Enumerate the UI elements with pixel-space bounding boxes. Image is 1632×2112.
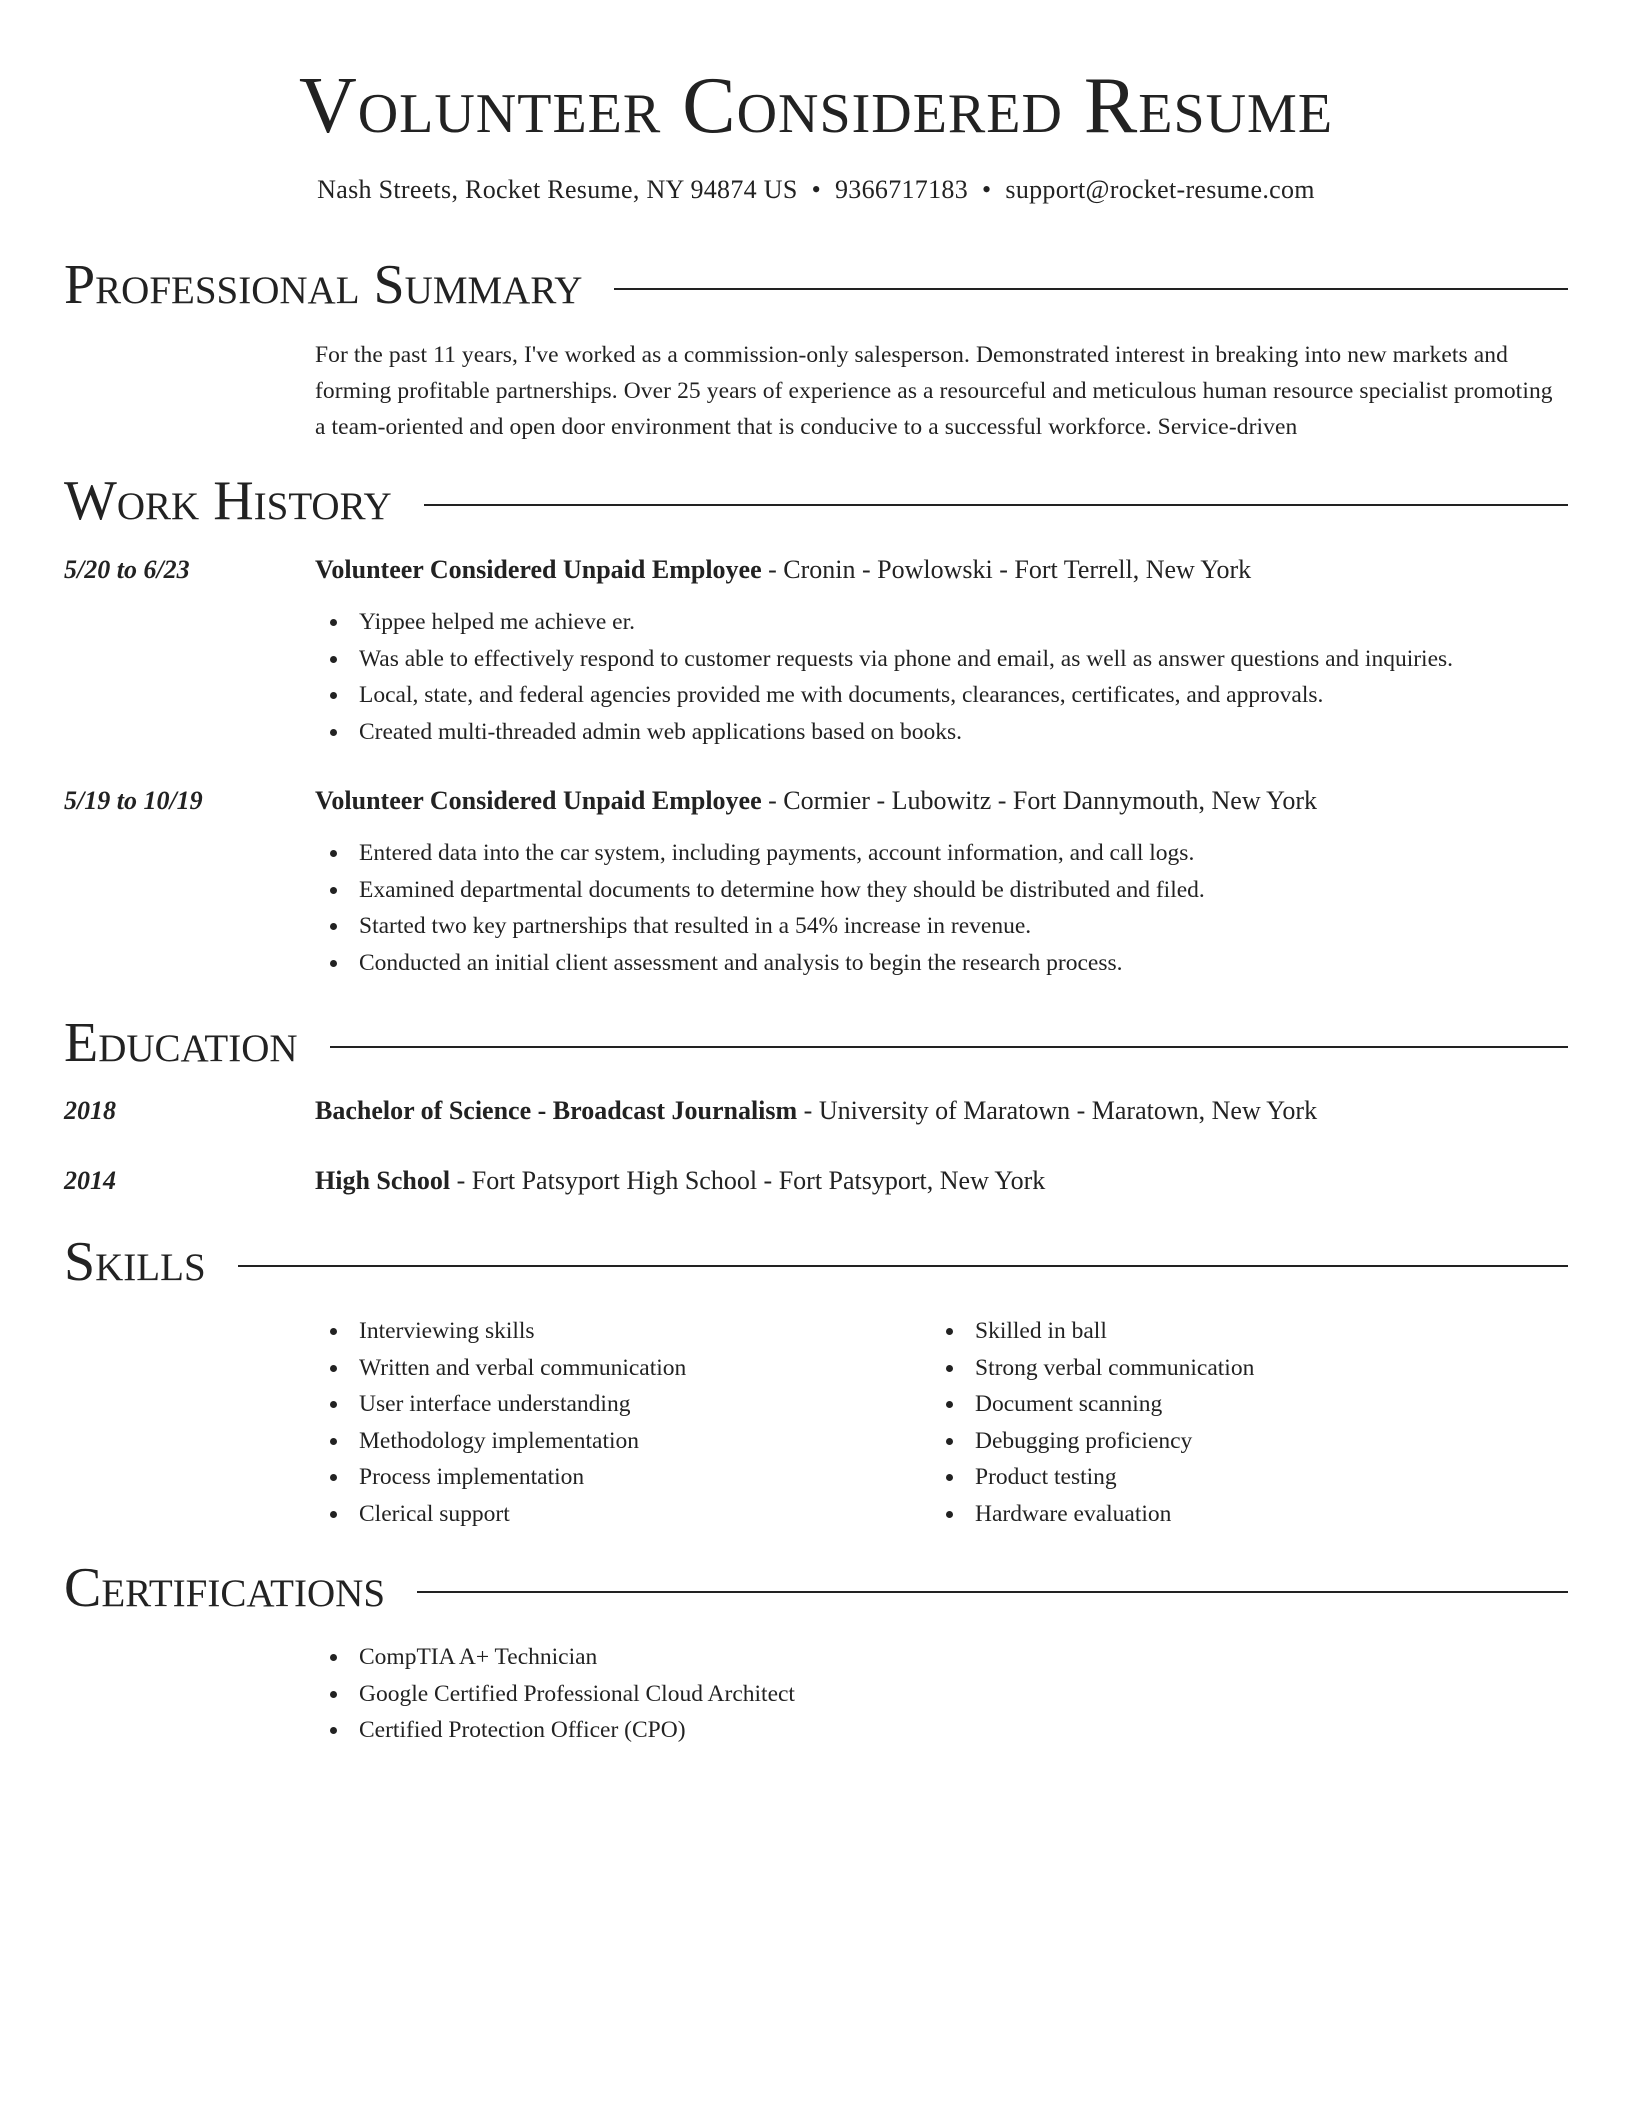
- section-divider: [614, 288, 1568, 290]
- section-title-summary: Professional Summary: [64, 254, 583, 316]
- skills-list-left: [315, 1313, 875, 1532]
- contact-separator: •: [811, 175, 821, 204]
- job-employer: - Cronin - Powlowski - Fort Terrell, New York: [761, 555, 1252, 584]
- section-header-certifications: [64, 1556, 1568, 1620]
- section-title-certifications: Certifications: [64, 1557, 386, 1619]
- job-bullet: Examined departmental documents to determine how they should be distributed and filed.: [315, 872, 1572, 909]
- skill-item: Strong verbal communication: [931, 1350, 1572, 1387]
- education-degree: High School: [315, 1166, 451, 1195]
- job-bullets: [315, 604, 1572, 750]
- section-title-skills: Skills: [64, 1231, 206, 1293]
- skill-item: Process implementation: [315, 1459, 875, 1496]
- skill-item: Debugging proficiency: [931, 1423, 1572, 1460]
- resume-name: Volunteer Considered Resume: [298, 62, 1334, 150]
- job-bullet: Yippee helped me achieve er.: [315, 604, 1572, 641]
- education-line: [315, 1093, 1572, 1129]
- certification-item: Google Certified Professional Cloud Architect: [315, 1676, 1572, 1713]
- job-dates: 5/20 to 6/23: [64, 555, 190, 584]
- certification-item: CompTIA A+ Technician: [315, 1639, 1572, 1676]
- job-dates: 5/19 to 10/19: [64, 786, 203, 815]
- education-degree: Bachelor of Science - Broadcast Journalism: [315, 1096, 798, 1125]
- skill-item: Skilled in ball: [931, 1313, 1572, 1350]
- job-title-line: [315, 552, 1572, 588]
- section-divider: [238, 1265, 1568, 1267]
- education-school: - Fort Patsyport High School - Fort Patsyport, New York: [450, 1166, 1046, 1195]
- job-position: Volunteer Considered Unpaid Employee: [315, 786, 762, 815]
- section-divider: [424, 504, 1568, 506]
- skill-item: Product testing: [931, 1459, 1572, 1496]
- skill-item: Interviewing skills: [315, 1313, 875, 1350]
- skill-item: Methodology implementation: [315, 1423, 875, 1460]
- certifications-list: [315, 1639, 1572, 1749]
- job-employer: - Cormier - Lubowitz - Fort Dannymouth, New York: [761, 786, 1317, 815]
- education-line: [315, 1163, 1572, 1199]
- skill-item: Document scanning: [931, 1386, 1572, 1423]
- skill-item: Written and verbal communication: [315, 1350, 875, 1387]
- job-bullet: Started two key partnerships that resulted in a 54% increase in revenue.: [315, 908, 1572, 945]
- skill-item: Hardware evaluation: [931, 1496, 1572, 1533]
- contact-line: [0, 172, 1632, 208]
- section-divider: [417, 1591, 1568, 1593]
- job-bullet: Entered data into the car system, including payments, account information, and call logs.: [315, 835, 1572, 872]
- summary-text: For the past 11 years, I've worked as a commission-only salesperson. Demonstrated interest in breaking into new markets and forming profitable partnerships. Over 25 years of experience as a resourceful and meticulous human resource specialist promoting a team-oriented and open door environment that is conducive to a successful workforce. Service-driven: [315, 342, 1553, 440]
- section-header-skills: [64, 1230, 1568, 1294]
- section-divider: [330, 1046, 1568, 1048]
- skills-list-right: [931, 1313, 1572, 1532]
- job-bullet: Created multi-threaded admin web applications based on books.: [315, 714, 1572, 751]
- contact-separator: •: [982, 175, 992, 204]
- contact-email: support@rocket-resume.com: [1005, 175, 1315, 204]
- skill-item: User interface understanding: [315, 1386, 875, 1423]
- certification-item: Certified Protection Officer (CPO): [315, 1712, 1572, 1749]
- job-bullet: Conducted an initial client assessment and analysis to begin the research process.: [315, 945, 1572, 982]
- contact-address: Nash Streets, Rocket Resume, NY 94874 US: [317, 175, 798, 204]
- skill-item: Clerical support: [315, 1496, 875, 1533]
- job-title-line: [315, 783, 1572, 819]
- section-title-work: Work History: [64, 470, 392, 532]
- contact-phone: 9366717183: [835, 175, 968, 204]
- section-header-summary: [64, 253, 1568, 317]
- section-title-education: Education: [64, 1012, 298, 1074]
- job-bullet: Was able to effectively respond to customer requests via phone and email, as well as answer questions and inquiries.: [315, 641, 1572, 678]
- job-position: Volunteer Considered Unpaid Employee: [315, 555, 762, 584]
- job-bullets: [315, 835, 1572, 981]
- education-year: 2018: [64, 1096, 116, 1125]
- education-year: 2014: [64, 1166, 116, 1195]
- job-bullet: Local, state, and federal agencies provided me with documents, clearances, certificates, and approvals.: [315, 677, 1572, 714]
- section-header-work: [64, 469, 1568, 533]
- section-header-education: [64, 1011, 1568, 1075]
- education-school: - University of Maratown - Maratown, New York: [797, 1096, 1318, 1125]
